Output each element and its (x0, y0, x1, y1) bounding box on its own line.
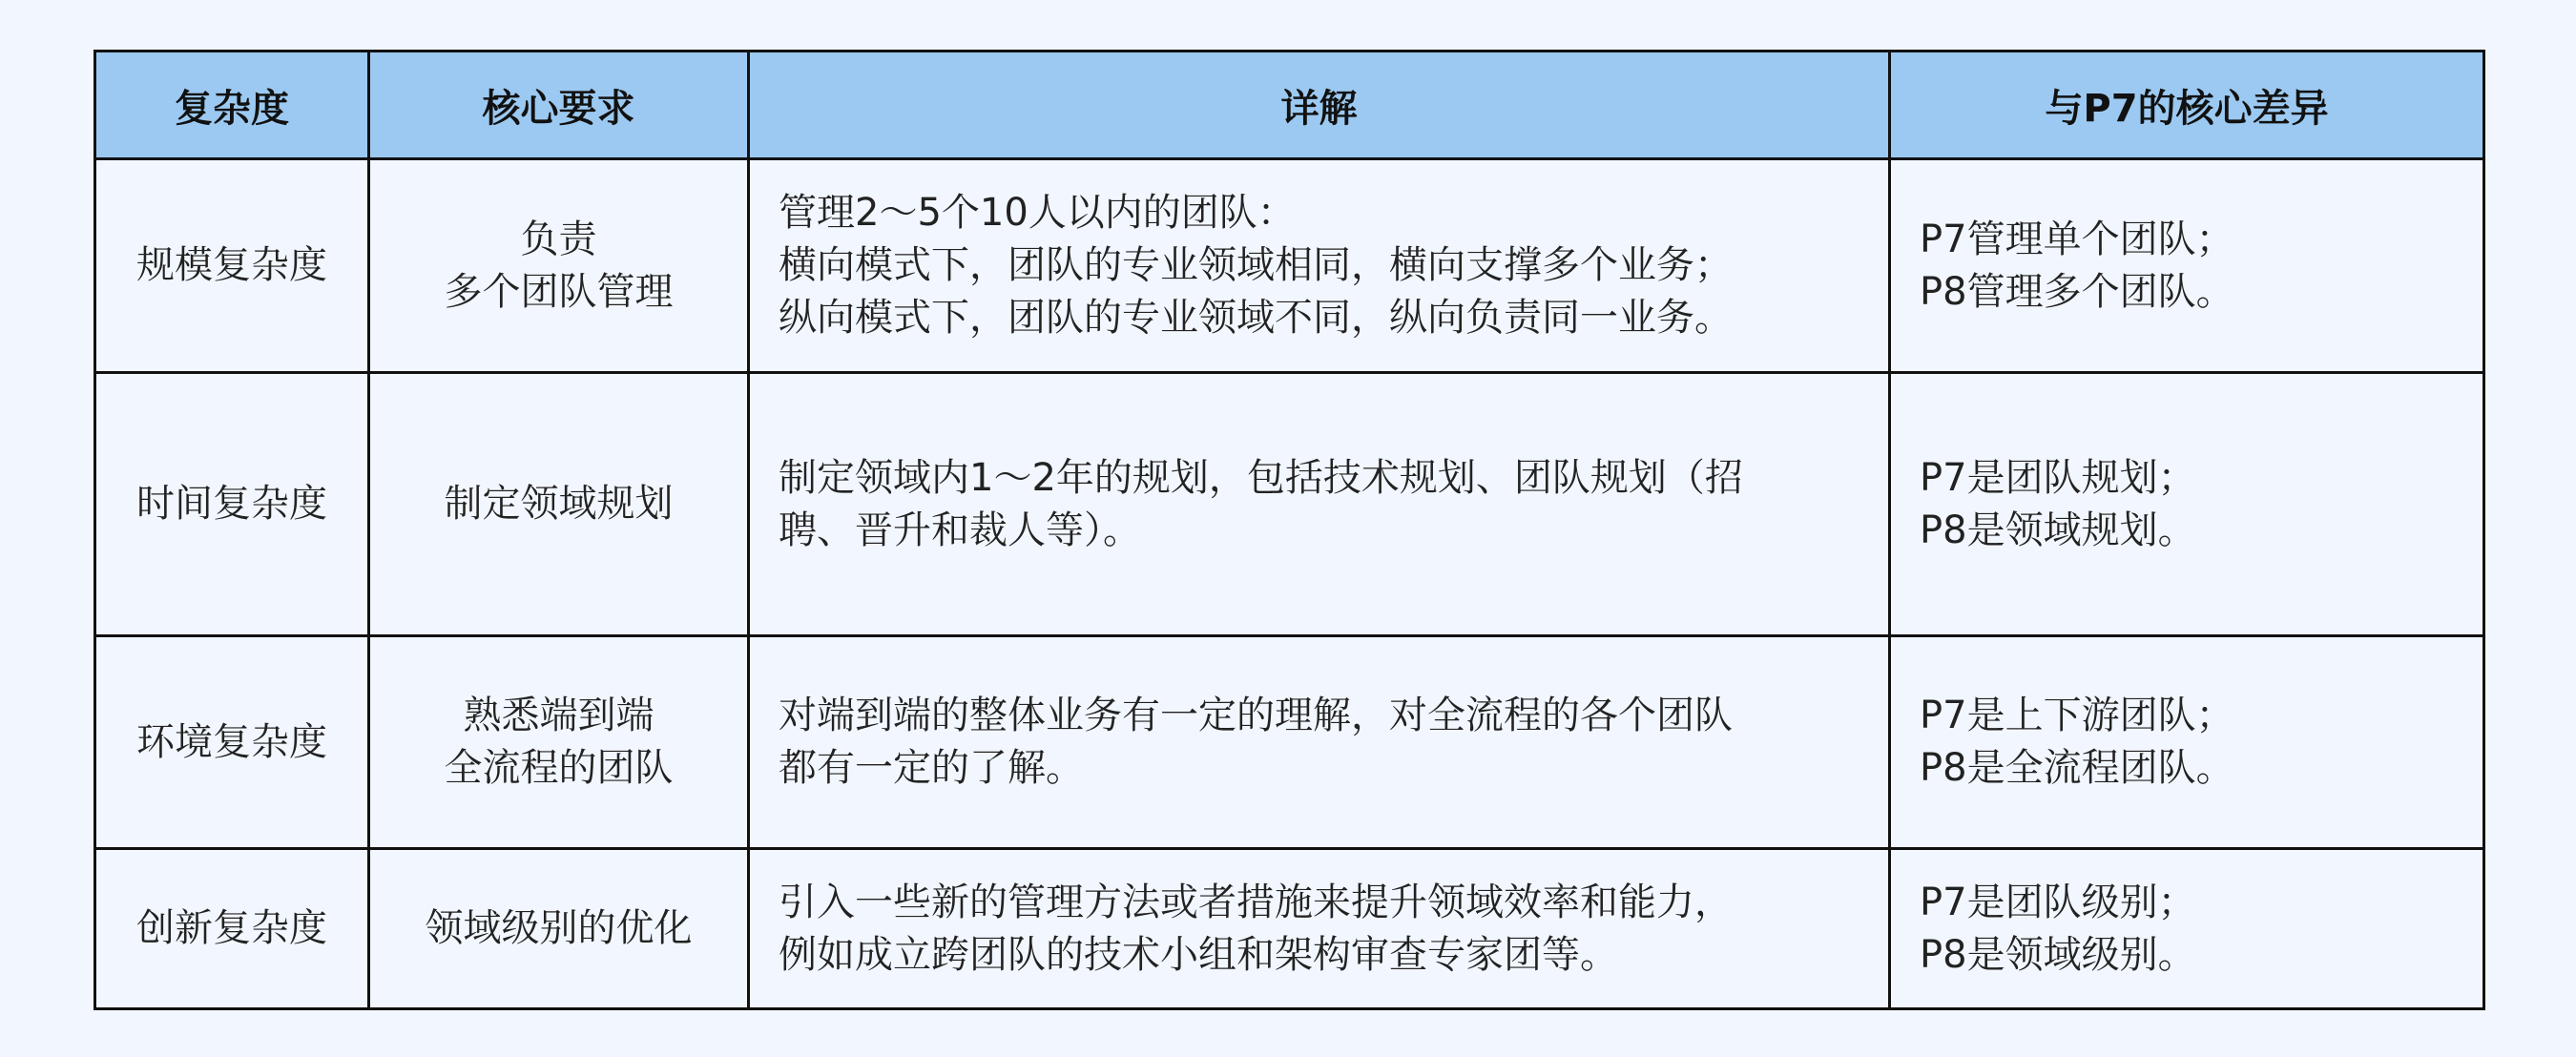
cell-detail (749, 849, 1890, 1009)
cell-text: P8是领域规划。 (1920, 508, 2196, 552)
cell-difference (1890, 373, 2484, 636)
cell-text: 纵向模式下，团队的专业领域不同，纵向负责同一业务。 (779, 296, 1733, 340)
header-row (95, 52, 2484, 159)
cell-text: 对端到端的整体业务有一定的理解，对全流程的各个团队 (779, 694, 1733, 737)
table-row (95, 636, 2484, 849)
cell-difference (1890, 849, 2484, 1009)
cell-complexity (95, 373, 369, 636)
cell-text: 制定领域内1～2年的规划，包括技术规划、团队规划（招 (779, 455, 1743, 500)
cell-detail (749, 373, 1890, 636)
cell-text: 负责 (520, 217, 597, 261)
comparison-table (93, 50, 2485, 1010)
cell-text: 引入一些新的管理方法或者措施来提升领域效率和能力， (779, 880, 1733, 924)
table-row (95, 849, 2484, 1009)
cell-text: P7是团队规划； (1920, 455, 2196, 500)
cell-detail (749, 159, 1890, 373)
cell-text: 聘、晋升和裁人等）。 (779, 508, 1141, 552)
cell-text: 规模复杂度 (136, 243, 327, 287)
cell-detail (749, 636, 1890, 849)
cell-text: 多个团队管理 (444, 269, 674, 314)
cell-difference (1890, 636, 2484, 849)
cell-complexity (95, 636, 369, 849)
cell-text: P8管理多个团队。 (1920, 269, 2234, 314)
cell-text: P7是团队级别； (1920, 880, 2196, 924)
header-complexity: 复杂度 (95, 52, 369, 159)
cell-requirement (369, 373, 749, 636)
cell-text: 创新复杂度 (136, 906, 327, 950)
table-row (95, 373, 2484, 636)
header-core-requirement: 核心要求 (369, 52, 749, 159)
table-row (95, 159, 2484, 373)
cell-text: P8是领域级别。 (1920, 932, 2196, 977)
cell-text: 全流程的团队 (444, 746, 674, 790)
cell-requirement (369, 636, 749, 849)
table-header (95, 52, 2484, 159)
cell-difference (1890, 159, 2484, 373)
cell-text: P7管理单个团队； (1920, 217, 2234, 261)
cell-requirement (369, 159, 749, 373)
cell-text: 熟悉端到端 (463, 694, 654, 737)
comparison-table-container (93, 50, 2483, 1007)
header-difference-vs-p7: 与P7的核心差异 (1890, 52, 2484, 159)
cell-text: 领域级别的优化 (425, 906, 693, 950)
cell-text: 都有一定的了解。 (779, 746, 1084, 790)
cell-text: 环境复杂度 (136, 719, 327, 764)
cell-requirement (369, 849, 749, 1009)
cell-text: P7是上下游团队； (1920, 694, 2234, 737)
cell-text: 横向模式下，团队的专业领域相同，横向支撑多个业务； (779, 243, 1733, 287)
table-body (95, 159, 2484, 1009)
cell-text: 制定领域规划 (444, 482, 674, 526)
header-detail: 详解 (749, 52, 1890, 159)
cell-text: 时间复杂度 (136, 482, 327, 526)
cell-text: P8是全流程团队。 (1920, 746, 2234, 790)
cell-text: 管理2～5个10人以内的团队： (779, 191, 1296, 235)
cell-complexity (95, 849, 369, 1009)
cell-complexity (95, 159, 369, 373)
cell-text: 例如成立跨团队的技术小组和架构审查专家团等。 (779, 932, 1618, 977)
